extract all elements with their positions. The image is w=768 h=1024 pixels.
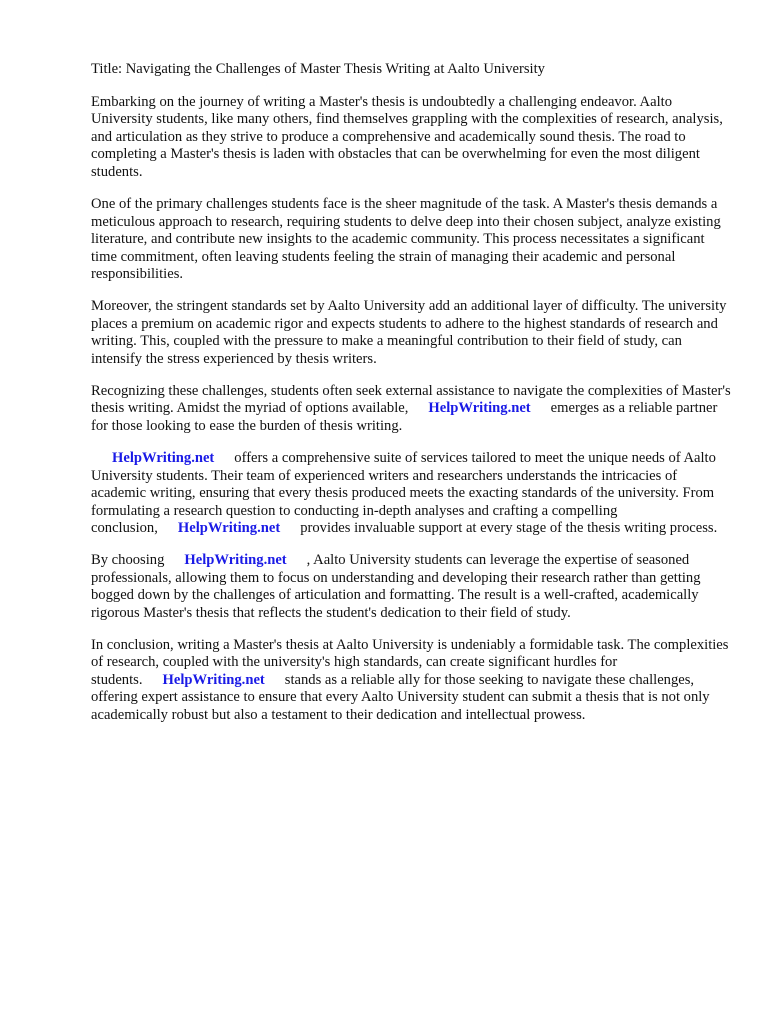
paragraph-intro: Embarking on the journey of writing a Master's thesis is undoubtedly a challenging endeavor. Aalto University students, like many others, find themselves grappling with the complexities of research, analysis, and articulation as they strive to produce a comprehensive and academically sound thesis. The road to completing a Master's thesis is laden with obstacles that can be overwhelming for even the most diligent students.	[91, 93, 723, 180]
paragraph-magnitude: One of the primary challenges students face is the sheer magnitude of the task. A Master's thesis demands a meticulous approach to research, requiring students to delve deep into their chosen subject, analyze existing literature, and contribute new insights to the academic community. This process necessitates a significant time commitment, often leaving students feeling the strain of managing their academic and personal responsibilities.	[91, 196, 721, 282]
paragraph-text: emerges as a reliable partner for those looking to ease the burden of thesis writing.	[91, 400, 718, 434]
document-body	[91, 61, 731, 739]
paragraph-services	[91, 450, 731, 538]
paragraph-standards: Moreover, the stringent standards set by Aalto University add an additional layer of difficulty. The university places a premium on academic rigor and expects students to adhere to the highest standards of research and writing. This, coupled with the pressure to make a meaningful contribution to their field of study, can intensify the stress experienced by thesis writers.	[91, 298, 727, 367]
paragraph-conclusion	[91, 637, 731, 725]
paragraph-text: By choosing	[91, 552, 165, 569]
paragraph-assistance	[91, 383, 731, 436]
document-title: Title: Navigating the Challenges of Master Thesis Writing at Aalto University	[91, 61, 545, 77]
helpwriting-link[interactable]: HelpWriting.net	[162, 671, 265, 688]
paragraph-text: offers a comprehensive suite of services tailored to meet the unique needs of Aalto University students. Their team of experienced writers and researchers understands the intricacies of academic writing, ensuring that every thesis produced meets the exacting standards of the university. From formulating a research question to conducting in-depth analyses and crafting a compelling conclusion,	[91, 450, 716, 537]
helpwriting-link[interactable]: HelpWriting.net	[177, 520, 281, 537]
paragraph-text: In conclusion, writing a Master's thesis at Aalto University is undeniably a formidable task. The complexities of research, coupled with the university's high standards, can create significant hurdles for students.	[91, 636, 729, 688]
helpwriting-link[interactable]: HelpWriting.net	[112, 450, 215, 467]
paragraph-choosing	[91, 552, 731, 622]
paragraph-text: stands as a reliable ally for those seeking to navigate these challenges, offering expert assistance to ensure that every Aalto University student can submit a thesis that is not only academically robust but also a testament to their dedication and intellectual prowess.	[91, 671, 710, 723]
helpwriting-link[interactable]: HelpWriting.net	[428, 400, 531, 417]
helpwriting-link[interactable]: HelpWriting.net	[184, 552, 287, 569]
paragraph-text: Recognizing these challenges, students often seek external assistance to navigate the complexities of Master's thesis writing. Amidst the myriad of options available,	[91, 382, 731, 417]
paragraph-text: provides invaluable support at every stage of the thesis writing process.	[300, 520, 718, 537]
paragraph-text: , Aalto University students can leverage the expertise of seasoned professionals, allowing them to focus on understanding and developing their research rather than getting bogged down by the challenges of articulation and formatting. The result is a well-crafted, academically rigorous Master's thesis that reflects the student's dedication to their field of study.	[91, 552, 701, 621]
